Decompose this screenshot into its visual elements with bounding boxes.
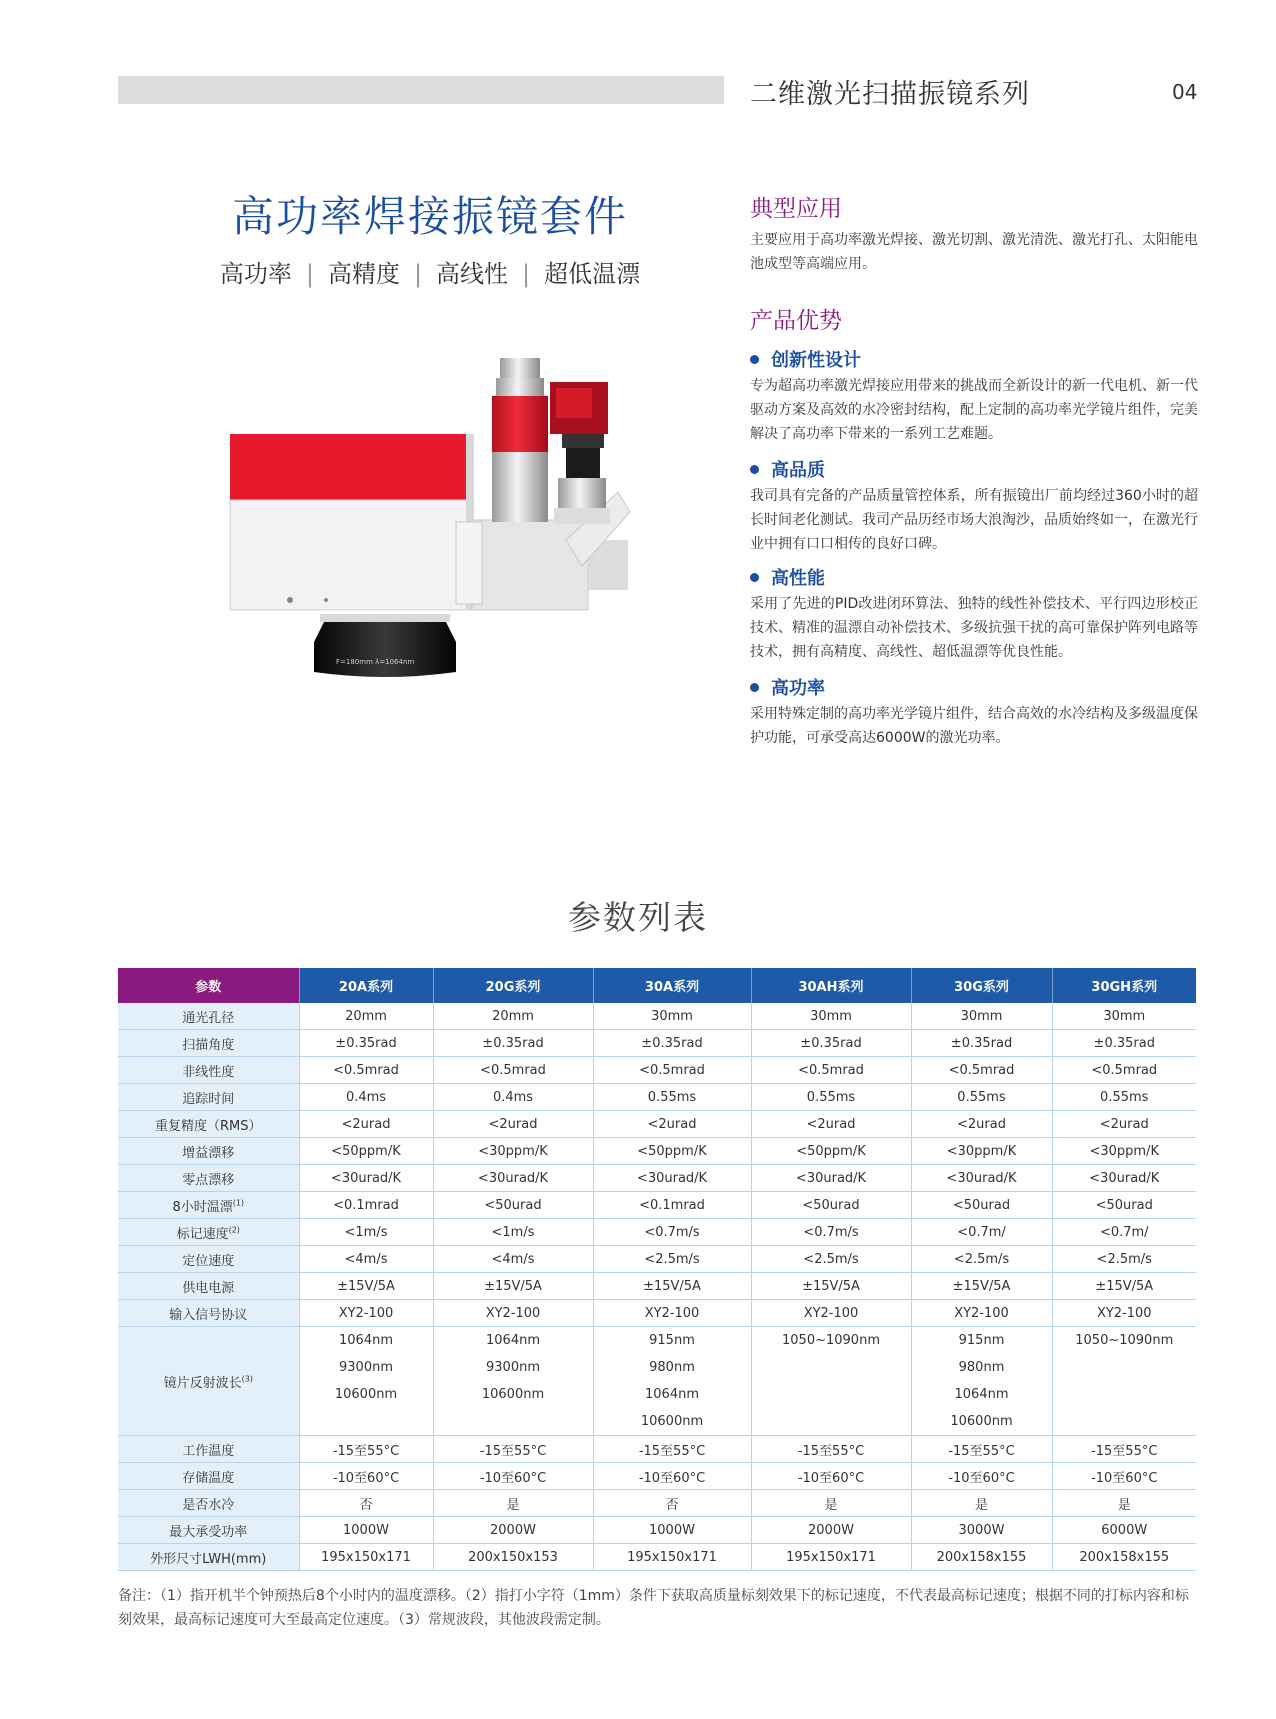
table-cell: 否 — [299, 1490, 433, 1517]
cell-line: 10600nm — [481, 1387, 545, 1402]
table-title: 参数列表 — [568, 898, 708, 937]
table-cell: <30ppm/K — [911, 1138, 1052, 1165]
advantage-title: 创新性设计 — [750, 346, 861, 372]
table-cell: -10至60°C — [911, 1463, 1052, 1490]
cell-line: 980nm — [958, 1360, 1005, 1375]
table-cell: 0.4ms — [299, 1084, 433, 1111]
table-cell: ±15V/5A — [751, 1273, 911, 1300]
column-header: 20G系列 — [433, 968, 593, 1003]
table-cell: <0.1mrad — [593, 1192, 751, 1219]
table-cell: ±0.35rad — [593, 1030, 751, 1057]
series-title: 二维激光扫描振镜系列 — [750, 79, 1030, 110]
bullet-dot-icon — [750, 683, 759, 692]
separator: | — [413, 260, 423, 288]
cell-line: 10600nm — [950, 1414, 1013, 1429]
table-cell: 0.4ms — [433, 1084, 593, 1111]
scan-lens — [314, 614, 456, 677]
advantage-text: 专为超高功率激光焊接应用带来的挑战而全新设计的新一代电机、新一代驱动方案及高效的水冷密封结构，配上定制的高功率光学镜片组件，完美解决了高功率下带来的一系列工艺难题。 — [750, 378, 1198, 442]
cell-line: 1050~1090nm — [1075, 1333, 1174, 1348]
table-cell: <50ppm/K — [751, 1138, 911, 1165]
param-name-cell: 非线性度 — [118, 1057, 299, 1084]
galvo-body — [230, 434, 474, 610]
cell-line: 915nm — [958, 1333, 1005, 1348]
table-row — [118, 1273, 1196, 1300]
table-cell: 否 — [593, 1490, 751, 1517]
table-cell: <2.5m/s — [911, 1246, 1052, 1273]
table-cell: <0.5mrad — [751, 1057, 911, 1084]
table-cell: ±0.35rad — [751, 1030, 911, 1057]
table-row — [118, 1003, 1196, 1030]
table-cell: 30mm — [911, 1003, 1052, 1030]
lens-label: F=180mm λ=1064nm — [336, 658, 415, 666]
table-cell: 195x150x171 — [751, 1544, 911, 1571]
advantage-title: 高品质 — [750, 456, 825, 482]
footnote-marker: (3) — [241, 1374, 253, 1384]
table-cell: <2urad — [433, 1111, 593, 1138]
camera-module — [550, 382, 610, 524]
table-cell: <4m/s — [299, 1246, 433, 1273]
table-row — [118, 1138, 1196, 1165]
cell-line: 1050~1090nm — [782, 1333, 880, 1348]
table-row — [118, 1111, 1196, 1138]
table-cell: -10至60°C — [433, 1463, 593, 1490]
table-row — [118, 1300, 1196, 1327]
cell-line: 9300nm — [339, 1360, 393, 1375]
table-cell: -15至55°C — [299, 1436, 433, 1463]
table-cell: <1m/s — [299, 1219, 433, 1246]
column-header: 20A系列 — [299, 968, 433, 1003]
table-cell: 1000W — [299, 1517, 433, 1544]
param-name-cell: 镜片反射波长$^{(3)}$ — [118, 1327, 299, 1436]
table-cell: ±0.35rad — [299, 1030, 433, 1057]
table-cell: -10至60°C — [751, 1463, 911, 1490]
table-notes: 备注：（1）指开机半个钟预热后8个小时内的温度漂移。（2）指打小字符（1mm）条件下获取高质量标刻效果下的标记速度，不代表最高标记速度；根据不同的打标内容和标刻效果，最高标记速度可大至最高定位速度。（3）常规波段，其他波段需定制。 — [118, 1588, 1189, 1628]
table-cell: 0.55ms — [593, 1084, 751, 1111]
cell-line: 1064nm — [339, 1333, 393, 1348]
bullet-dot-icon — [750, 465, 759, 474]
table-cell: -15至55°C — [593, 1436, 751, 1463]
advantage-text: 采用了先进的PID改进闭环算法、独特的线性补偿技术、平行四边形校正技术、精准的温漂自动补偿技术、多级抗强干扰的高可靠保护阵列电路等技术，拥有高精度、高线性、超低温漂等优良性能。 — [750, 596, 1198, 660]
table-cell: <0.1mrad — [299, 1192, 433, 1219]
advantage-title: 高性能 — [750, 564, 825, 590]
table-cell: <0.5mrad — [1052, 1057, 1196, 1084]
table-cell: ±0.35rad — [1052, 1030, 1196, 1057]
bullet-dot-icon — [750, 573, 759, 582]
table-row — [118, 1246, 1196, 1273]
table-row — [118, 1544, 1196, 1571]
advantage-text: 我司具有完备的产品质量管控体系，所有振镜出厂前均经过360小时的超长时间老化测试。我司产品历经市场大浪淘沙，品质始终如一，在激光行业中拥有口口相传的良好口碑。 — [750, 488, 1198, 552]
table-cell: <30urad/K — [751, 1165, 911, 1192]
table-cell — [911, 1327, 1052, 1436]
table-cell: <2urad — [911, 1111, 1052, 1138]
table-cell: ±15V/5A — [299, 1273, 433, 1300]
table-cell: ±15V/5A — [1052, 1273, 1196, 1300]
param-name-cell: 存储温度 — [118, 1463, 299, 1490]
feature-1: 高功率 — [219, 260, 292, 288]
param-name-cell: 定位速度 — [118, 1246, 299, 1273]
param-name-cell: 是否水冷 — [118, 1490, 299, 1517]
table-cell: XY2-100 — [299, 1300, 433, 1327]
table-cell: 3000W — [911, 1517, 1052, 1544]
table-cell: 是 — [433, 1490, 593, 1517]
table-cell: <2urad — [593, 1111, 751, 1138]
table-cell: 200x150x153 — [433, 1544, 593, 1571]
table-cell: -15至55°C — [911, 1436, 1052, 1463]
bullet-dot-icon — [750, 355, 759, 364]
table-cell: ±15V/5A — [593, 1273, 751, 1300]
table-cell — [433, 1327, 593, 1436]
feature-2: 高精度 — [327, 260, 400, 288]
table-cell: <0.7m/ — [1052, 1219, 1196, 1246]
table-row — [118, 1219, 1196, 1246]
feature-4: 超低温漂 — [544, 260, 641, 288]
table-cell: 30mm — [751, 1003, 911, 1030]
product-image — [226, 352, 666, 682]
table-cell: <2urad — [751, 1111, 911, 1138]
param-name-cell: 扫描角度 — [118, 1030, 299, 1057]
header-bar — [118, 76, 724, 104]
param-name-cell: 8小时温漂$^{(1)}$ — [118, 1192, 299, 1219]
cell-line: 10600nm — [334, 1387, 398, 1402]
table-cell: 2000W — [751, 1517, 911, 1544]
table-cell: 0.55ms — [911, 1084, 1052, 1111]
table-cell: <0.5mrad — [299, 1057, 433, 1084]
table-cell — [593, 1327, 751, 1436]
column-header: 30G系列 — [911, 968, 1052, 1003]
table-cell: 6000W — [1052, 1517, 1196, 1544]
cell-line: 980nm — [649, 1360, 695, 1375]
table-cell: <30urad/K — [1052, 1165, 1196, 1192]
table-cell: 是 — [1052, 1490, 1196, 1517]
table-cell: XY2-100 — [911, 1300, 1052, 1327]
table-cell: 30mm — [593, 1003, 751, 1030]
table-cell: <50urad — [751, 1192, 911, 1219]
table-cell: <0.7m/s — [751, 1219, 911, 1246]
param-name-cell: 零点漂移 — [118, 1165, 299, 1192]
table-cell — [751, 1327, 911, 1436]
table-cell: <30urad/K — [299, 1165, 433, 1192]
feature-tagline — [150, 254, 710, 289]
table-cell: -10至60°C — [299, 1463, 433, 1490]
table-cell: <2.5m/s — [593, 1246, 751, 1273]
cell-line: 9300nm — [486, 1360, 540, 1375]
feature-3: 高线性 — [436, 260, 509, 288]
table-cell: <2urad — [1052, 1111, 1196, 1138]
table-cell: -15至55°C — [433, 1436, 593, 1463]
table-cell: 20mm — [433, 1003, 593, 1030]
table-cell: <2urad — [299, 1111, 433, 1138]
applications-text: 主要应用于高功率激光焊接、激光切割、激光清洗、激光打孔、太阳能电池成型等高端应用。 — [750, 232, 1198, 272]
footnote-marker: (1) — [232, 1198, 245, 1208]
cell-line: 10600nm — [640, 1414, 704, 1429]
table-cell: 30mm — [1052, 1003, 1196, 1030]
table-cell: ±0.35rad — [911, 1030, 1052, 1057]
table-cell: XY2-100 — [751, 1300, 911, 1327]
param-name-cell: 外形尺寸LWH(mm) — [118, 1544, 299, 1571]
table-cell: ±15V/5A — [911, 1273, 1052, 1300]
table-cell: 195x150x171 — [299, 1544, 433, 1571]
table-cell: ±15V/5A — [433, 1273, 593, 1300]
table-cell: 0.55ms — [1052, 1084, 1196, 1111]
table-cell: XY2-100 — [593, 1300, 751, 1327]
cell-line: 1064nm — [486, 1333, 540, 1348]
table-cell: 2000W — [433, 1517, 593, 1544]
table-cell: 195x150x171 — [593, 1544, 751, 1571]
cell-line: 1064nm — [645, 1387, 699, 1402]
table-cell: 20mm — [299, 1003, 433, 1030]
table-cell: -15至55°C — [751, 1436, 911, 1463]
table-cell: 200x158x155 — [911, 1544, 1052, 1571]
table-cell: XY2-100 — [433, 1300, 593, 1327]
table-cell: -15至55°C — [1052, 1436, 1196, 1463]
table-cell: <0.5mrad — [433, 1057, 593, 1084]
column-header-param: 参数 — [118, 968, 299, 1003]
collimator-tube — [492, 358, 548, 522]
param-name-cell: 追踪时间 — [118, 1084, 299, 1111]
table-cell — [299, 1327, 433, 1436]
param-name-cell: 供电电源 — [118, 1273, 299, 1300]
advantage-text: 采用特殊定制的高功率光学镜片组件，结合高效的水冷结构及多级温度保护功能，可承受高达6000W的激光功率。 — [750, 706, 1198, 746]
advantage-title: 高功率 — [750, 674, 825, 700]
table-cell: <30urad/K — [911, 1165, 1052, 1192]
column-header: 30GH系列 — [1052, 968, 1196, 1003]
table-row — [118, 1030, 1196, 1057]
separator: | — [305, 260, 314, 288]
table-cell: <50ppm/K — [299, 1138, 433, 1165]
parameter-table — [118, 968, 1196, 1571]
column-header: 30A系列 — [593, 968, 751, 1003]
product-title: 高功率焊接振镜套件 — [231, 192, 628, 241]
table-cell: <30ppm/K — [1052, 1138, 1196, 1165]
param-name-cell: 最大承受功率 — [118, 1517, 299, 1544]
table-row — [118, 1165, 1196, 1192]
table-cell: <2.5m/s — [1052, 1246, 1196, 1273]
table-cell: 1000W — [593, 1517, 751, 1544]
column-header: 30AH系列 — [751, 968, 911, 1003]
table-cell: <0.5mrad — [911, 1057, 1052, 1084]
table-row — [118, 1327, 1196, 1436]
cell-line: 1064nm — [954, 1387, 1009, 1402]
table-cell — [1052, 1327, 1196, 1436]
table-cell: -10至60°C — [1052, 1463, 1196, 1490]
table-cell: <50urad — [433, 1192, 593, 1219]
table-cell: <30urad/K — [593, 1165, 751, 1192]
table-row — [118, 1490, 1196, 1517]
advantages-heading: 产品优势 — [750, 308, 842, 334]
table-cell: <1m/s — [433, 1219, 593, 1246]
table-row — [118, 1463, 1196, 1490]
table-row — [118, 1057, 1196, 1084]
table-cell: 0.55ms — [751, 1084, 911, 1111]
table-header-row — [118, 968, 1196, 1003]
param-name-cell: 输入信号协议 — [118, 1300, 299, 1327]
table-cell: -10至60°C — [593, 1463, 751, 1490]
param-name-cell: 工作温度 — [118, 1436, 299, 1463]
table-cell: <2.5m/s — [751, 1246, 911, 1273]
param-name-cell: 重复精度（RMS） — [118, 1111, 299, 1138]
table-cell: <30ppm/K — [433, 1138, 593, 1165]
cell-line: 915nm — [649, 1333, 695, 1348]
table-cell: 是 — [911, 1490, 1052, 1517]
table-cell: <50ppm/K — [593, 1138, 751, 1165]
table-row — [118, 1192, 1196, 1219]
table-cell: <50urad — [1052, 1192, 1196, 1219]
param-name-cell: 标记速度$^{(2)}$ — [118, 1219, 299, 1246]
table-cell: ±0.35rad — [433, 1030, 593, 1057]
table-cell: <0.5mrad — [593, 1057, 751, 1084]
table-cell: <0.7m/s — [593, 1219, 751, 1246]
footnote-marker: (2) — [228, 1225, 240, 1235]
table-cell: <4m/s — [433, 1246, 593, 1273]
param-name-cell: 增益漂移 — [118, 1138, 299, 1165]
table-cell: <50urad — [911, 1192, 1052, 1219]
table-cell: 是 — [751, 1490, 911, 1517]
table-cell: <0.7m/ — [911, 1219, 1052, 1246]
table-row — [118, 1436, 1196, 1463]
table-row — [118, 1517, 1196, 1544]
table-cell: <30urad/K — [433, 1165, 593, 1192]
applications-heading: 典型应用 — [750, 196, 842, 222]
page-number: 04 — [1172, 80, 1198, 104]
param-name-cell: 通光孔径 — [118, 1003, 299, 1030]
table-cell: 200x158x155 — [1052, 1544, 1196, 1571]
separator: | — [522, 260, 531, 288]
table-row — [118, 1084, 1196, 1111]
table-cell: XY2-100 — [1052, 1300, 1196, 1327]
